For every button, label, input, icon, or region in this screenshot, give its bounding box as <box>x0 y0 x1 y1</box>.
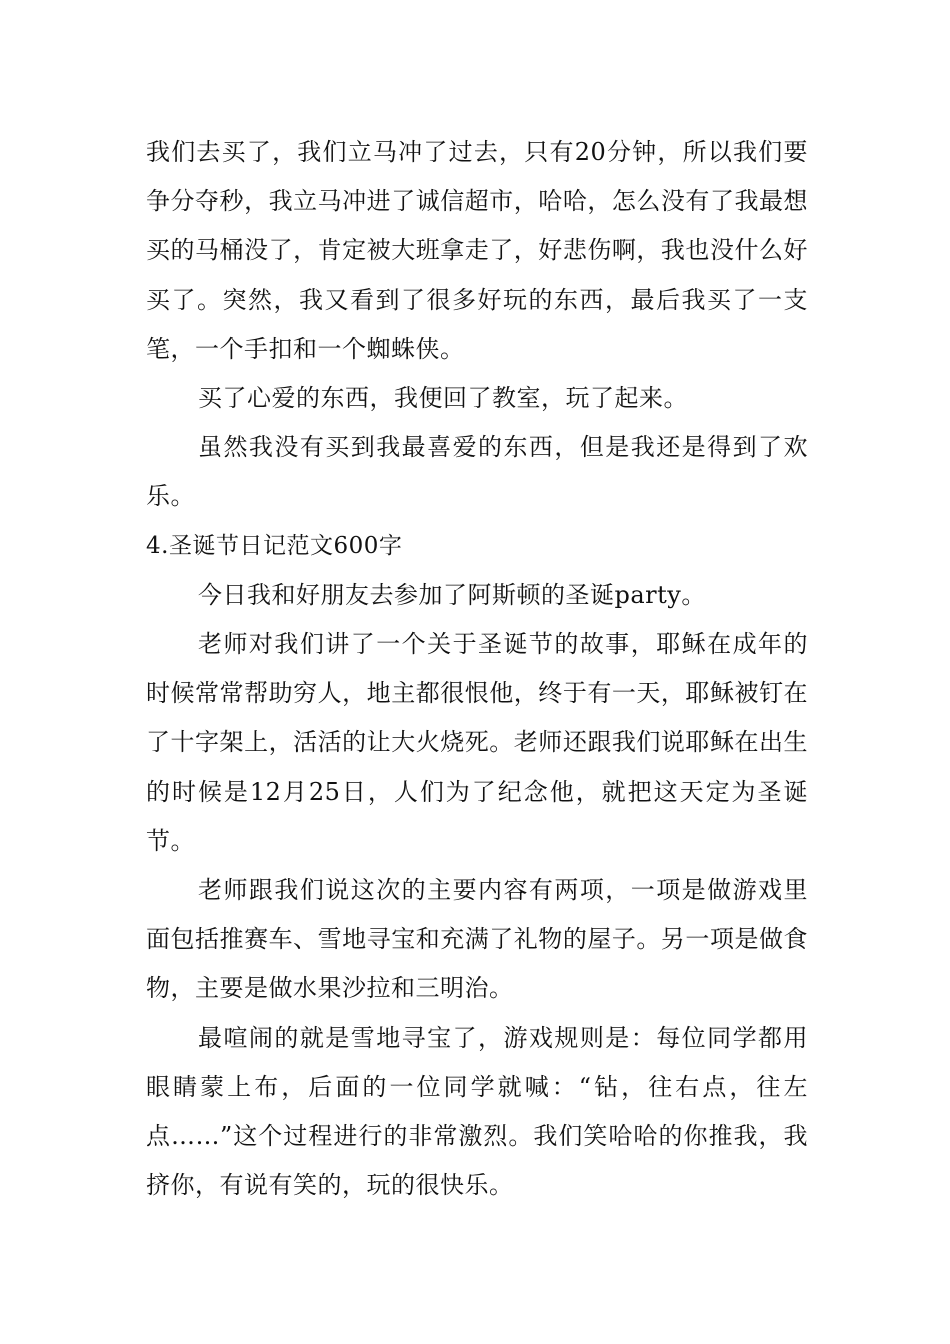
paragraph-shopping: 我们去买了，我们立马冲了过去，只有20分钟，所以我们要争分夺秒，我立马冲进了诚信超市，哈哈，怎么没有了我最想买的马桶没了，肯定被大班拿走了，好悲伤啊，我也没什么好买了。突然，我又看到了很多好玩的东西，最后我买了一支笔，一个手扣和一个蜘蛛侠。 <box>146 138 808 363</box>
paragraph-happiness: 虽然我没有买到我最喜爱的东西，但是我还是得到了欢乐。 <box>146 433 808 511</box>
paragraph-back-to-classroom: 买了心爱的东西，我便回了教室，玩了起来。 <box>198 384 688 413</box>
document-page <box>146 128 808 1210</box>
section-heading: 4.圣诞节日记范文600字 <box>146 532 403 559</box>
paragraph-activities: 老师跟我们说这次的主要内容有两项，一项是做游戏里面包括推赛车、雪地寻宝和充满了礼物的屋子。另一项是做食物，主要是做水果沙拉和三明治。 <box>146 876 808 1003</box>
paragraph-snow-treasure: 最喧闹的就是雪地寻宝了，游戏规则是：每位同学都用眼睛蒙上布，后面的一位同学就喊：“钻，往右点，往左点……”这个过程进行的非常激烈。我们笑哈哈的你推我，我挤你，有说有笑的，玩的很快乐。 <box>146 1023 808 1200</box>
paragraph-christmas-party: 今日我和好朋友去参加了阿斯顿的圣诞party。 <box>198 580 706 609</box>
paragraph-christmas-story: 老师对我们讲了一个关于圣诞节的故事，耶稣在成年的时候常常帮助穷人，地主都很恨他，终于有一天，耶稣被钉在了十字架上，活活的让大火烧死。老师还跟我们说耶稣在出生的时候是12月25日，人们为了纪念他，就把这天定为圣诞节。 <box>146 630 808 855</box>
